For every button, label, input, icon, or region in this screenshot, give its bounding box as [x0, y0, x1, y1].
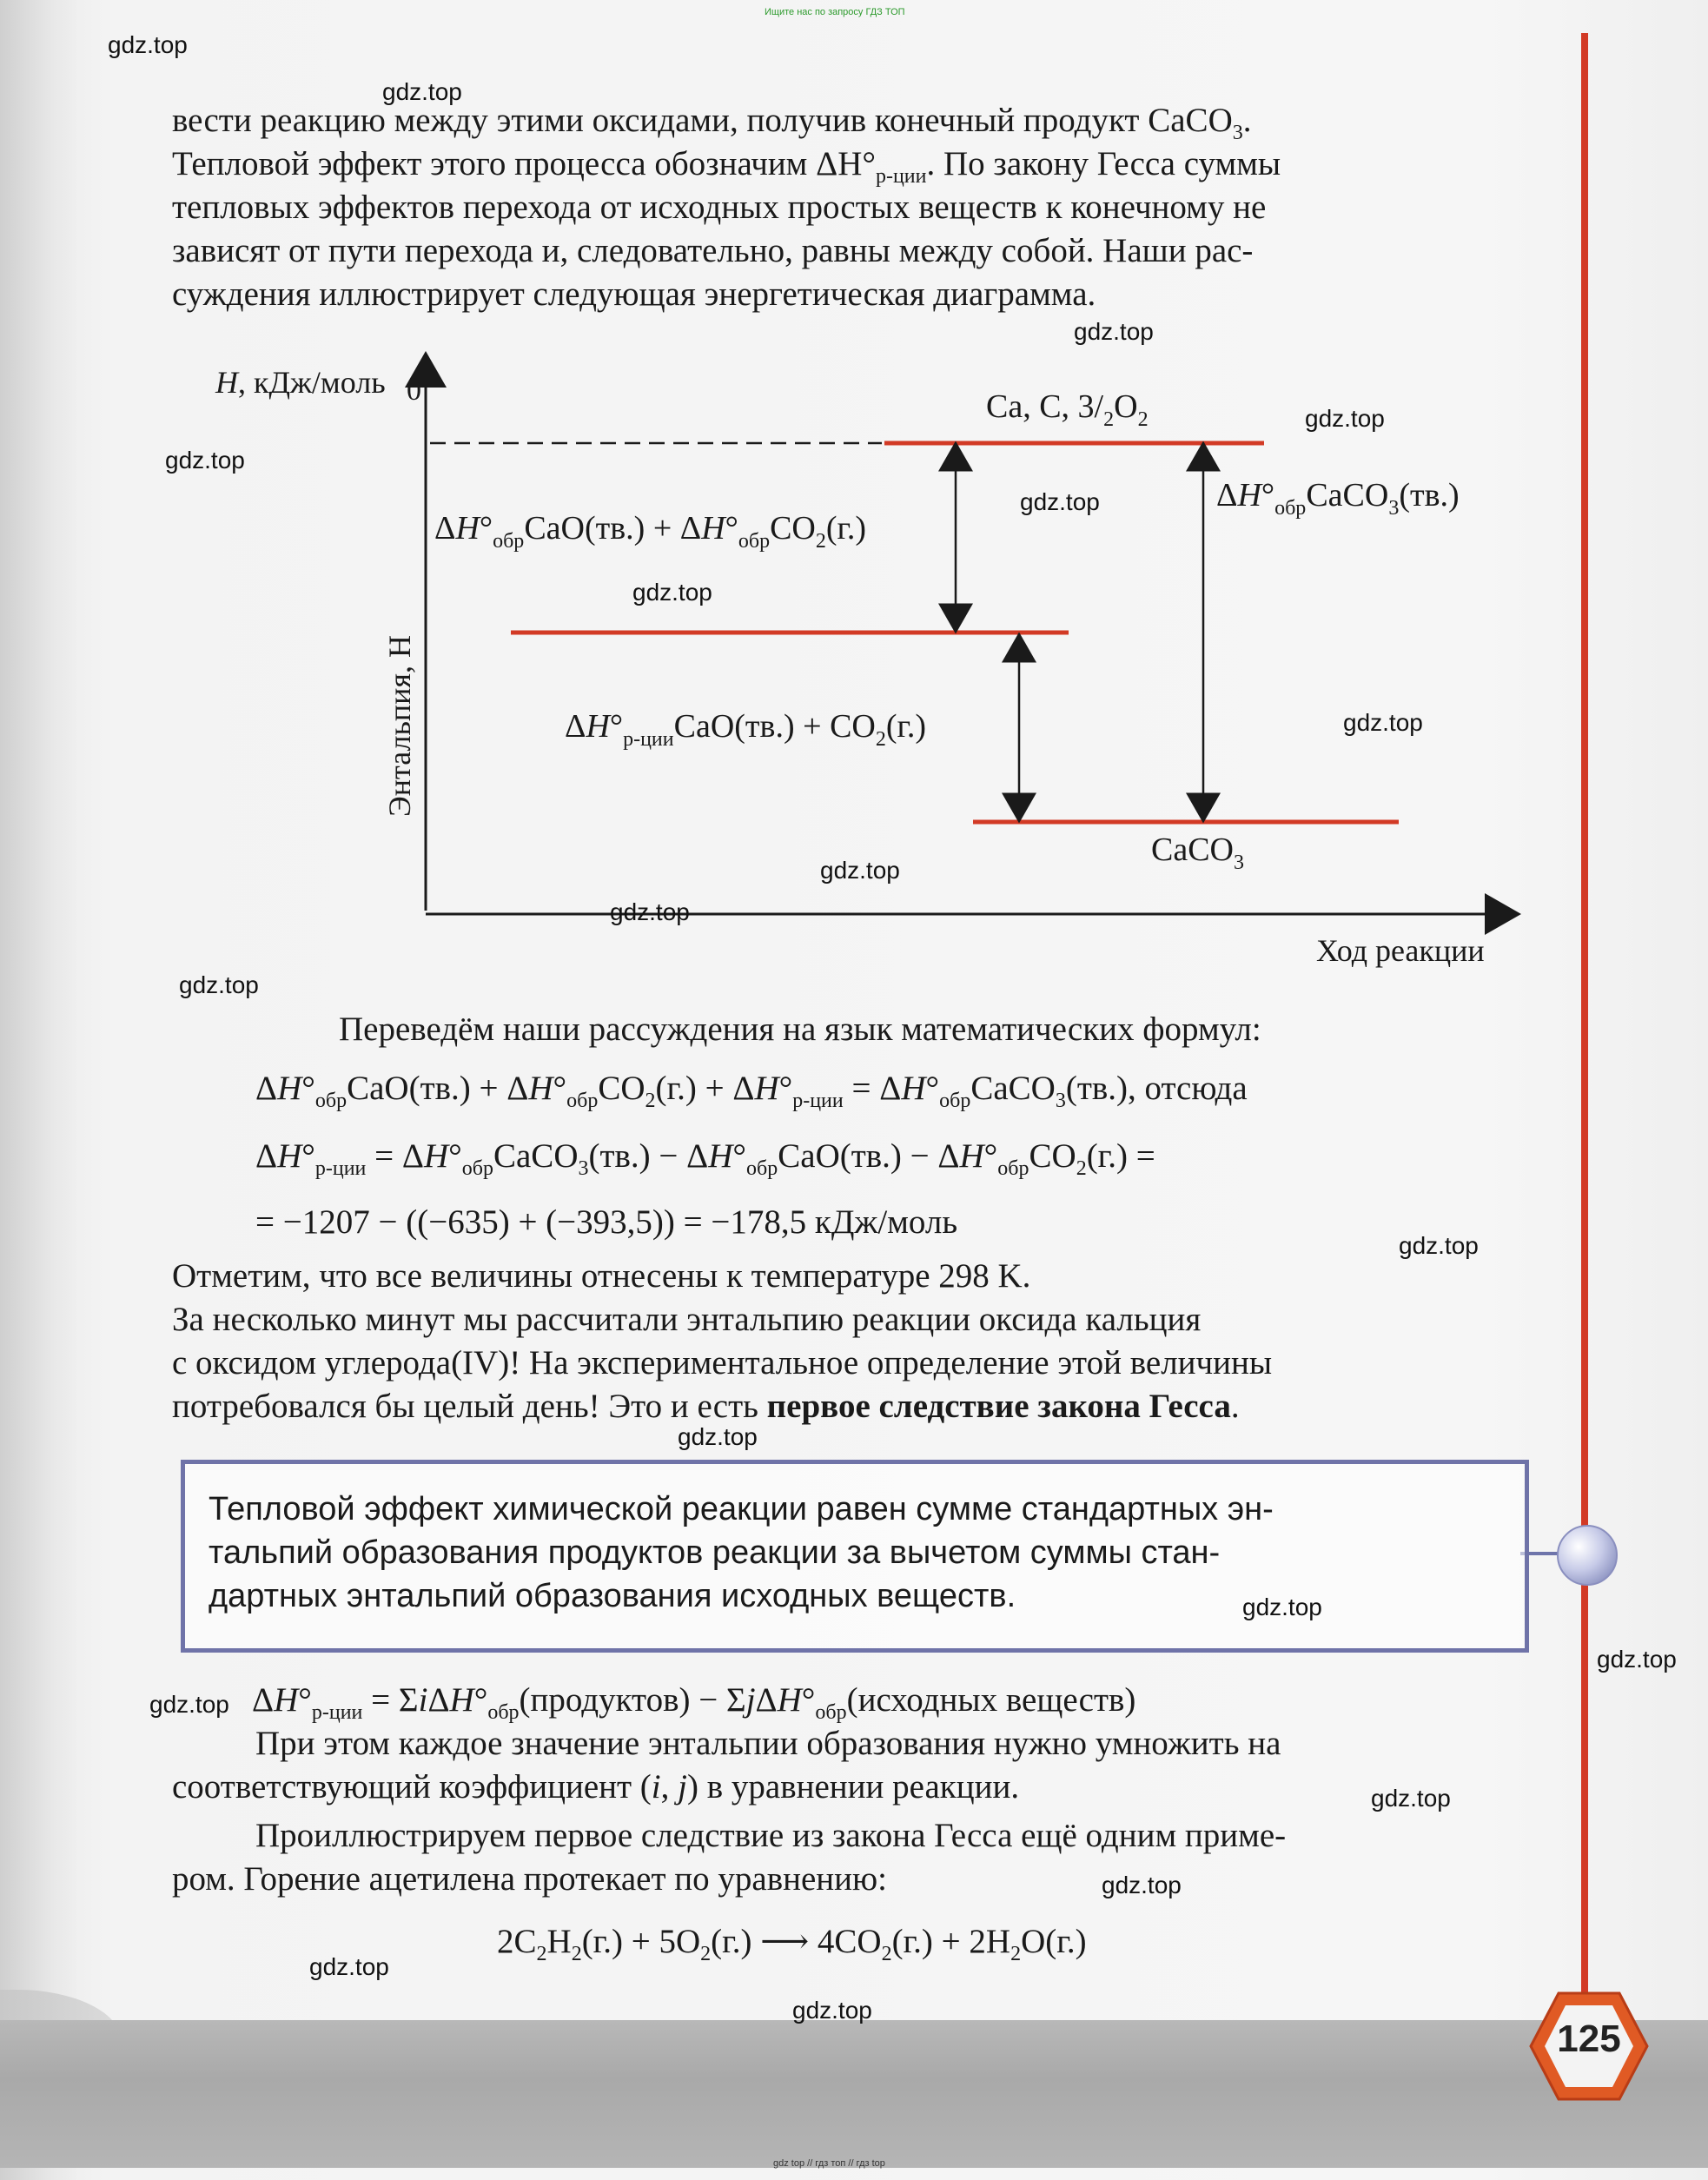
intro-line-5: суждения иллюстрирует следующая энергетическая диаграмма. [172, 275, 1096, 313]
label-caco3-formation: $\Delta H^\circ_{обр}CaCO_3(тв.)$ [1216, 477, 1460, 520]
intro-line-3: тепловых эффектов перехода от исходных простых веществ к конечному не [172, 189, 1267, 226]
equation-3: = −1207 − ((−635) + (−393,5)) = −178,5 кДж/моль [255, 1203, 958, 1241]
watermark: gdz.top [1371, 1785, 1451, 1812]
watermark: gdz.top [678, 1423, 758, 1450]
top-watermark: Ищите нас по запросу ГДЗ ТОП [765, 7, 905, 17]
after-line-2: За несколько минут мы рассчитали энтальпию реакции оксида кальция [172, 1301, 1202, 1338]
watermark: gdz.top [165, 447, 245, 474]
page-number: 125 [1557, 2018, 1621, 2060]
watermark: gdz.top [179, 971, 259, 998]
intro-line-4: зависят от пути перехода и, следовательно, равны между собой. Наши рас- [172, 232, 1254, 269]
watermark: gdz.top [792, 1997, 872, 2024]
watermark: gdz.top [1020, 488, 1100, 515]
level-caco3-label: CaCO$_3$ [1151, 832, 1244, 874]
law-consequence-bold: первое следствие закона Гесса [766, 1388, 1231, 1425]
rule-text: Тепловой эффект химической реакции равен сумме стандартных эн- тальпий образования продуктов реакции за вычетом суммы стан- дартных энтальпий образования исходных веществ. [209, 1491, 1274, 1614]
intro-line-2: Тепловой эффект этого процесса обозначим $\Delta H^\circ_{р-ции}$. По закону Гесса суммы [172, 145, 1281, 188]
bottom-watermark: gdz top // гдз топ // гдз top [773, 2158, 885, 2169]
watermark: gdz.top [108, 31, 188, 58]
label-oxides-formation: $\Delta H^\circ_{обр}CaO(тв.) + \Delta H^\circ_{обр}CO_2(г.)$ [434, 510, 866, 553]
x-axis-label: Ход реакции [1316, 933, 1485, 968]
watermark: gdz.top [820, 857, 900, 884]
after-line-3: с оксидом углерода(IV)! На экспериментальное определение этой величины [172, 1344, 1273, 1382]
watermark: gdz.top [382, 78, 462, 105]
zero-label: 0 [407, 374, 421, 407]
watermark: gdz.top [309, 1953, 389, 1980]
watermark: gdz.top [1242, 1594, 1322, 1620]
closing-line-1: При этом каждое значение энтальпии образования нужно умножить на [255, 1725, 1281, 1762]
watermark: gdz.top [1399, 1232, 1479, 1259]
watermark: gdz.top [149, 1691, 229, 1718]
y-axis-label: H, кДж/моль [215, 365, 386, 400]
closing-line-2: соответствующий коэффициент (i, j) в уравнении реакции. [172, 1768, 1020, 1806]
level-elements-label: Ca, C, $3/_2O_2$ [986, 388, 1149, 431]
watermark: gdz.top [1102, 1872, 1182, 1898]
closing-line-3: Проиллюстрируем первое следствие из закона Гесса ещё одним приме- [255, 1817, 1287, 1854]
watermark: gdz.top [632, 579, 712, 606]
equation-2: $\Delta H^\circ_{р-ции}$ = $\Delta H^\circ_{обр}CaCO_3(тв.) - \Delta H^\circ_{обр}CaO(тв.) - \Delta H^\circ_{обр}CO_2(г.)$ = [255, 1137, 1155, 1180]
watermark: gdz.top [1343, 709, 1423, 736]
closing-line-4: ром. Горение ацетилена протекает по уравнению: [172, 1860, 887, 1898]
after-line-4: потребовался бы целый день! Это и есть первое следствие закона Гесса. [172, 1388, 1240, 1425]
y-axis-title: Энтальпия, H [382, 635, 417, 817]
equation-1: $\Delta H^\circ_{обр}CaO(тв.) + \Delta H^\circ_{обр}CO_2(г.) + \Delta H^\circ_{р-ции}$ = $\Delta H^\circ_{обр}CaCO_3(тв.)$, отсюда [255, 1070, 1248, 1112]
watermark: gdz.top [1074, 318, 1154, 345]
acetylene-reaction: $2C_2H_2(г.) + 5O_2(г.)$ ⟶ $4CO_2(г.) + 2H_2O(г.)$ [497, 1923, 1087, 1965]
watermark: gdz.top [1597, 1646, 1677, 1673]
watermark: gdz.top [1305, 405, 1385, 432]
watermark: gdz.top [610, 898, 690, 925]
general-formula: $\Delta H^\circ_{р-ции}$ = $\Sigma i\Delta H^\circ_{обр}(продуктов)$ − $\Sigma j\Delta H^\circ_{обр}(исходных$ веществ) [252, 1681, 1136, 1724]
intro-line-1: вести реакцию между этими оксидами, получив конечный продукт CaCO$_3$. [172, 102, 1252, 144]
label-reaction: $\Delta H^\circ_{р-ции}CaO(тв.) + CO_2(г.)$ [565, 708, 926, 751]
math-intro: Переведём наши рассуждения на язык математических формул: [339, 1010, 1261, 1048]
after-line-1: Отметим, что все величины отнесены к температуре 298 K. [172, 1257, 1031, 1295]
